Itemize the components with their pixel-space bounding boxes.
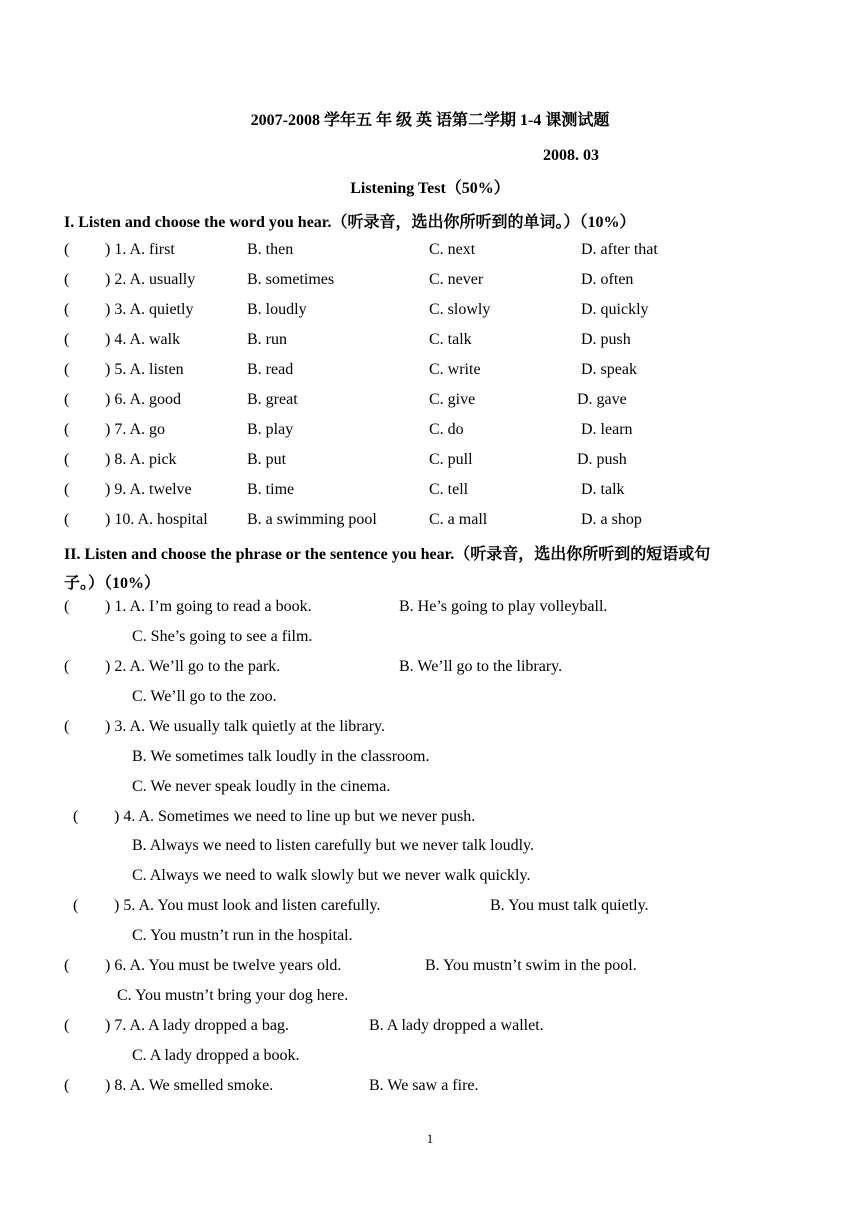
option-c: C. You mustn’t bring your dog here. [117, 987, 349, 1004]
page-number: 1 [426, 1131, 434, 1146]
option-b: B. put [247, 451, 287, 468]
option-a: ) 1. A. first [105, 241, 175, 258]
option-c: C. next [429, 241, 476, 258]
option-d: D. after that [581, 241, 658, 258]
document-date: 2008. 03 [543, 147, 599, 164]
option-a: ) 3. A. We usually talk quietly at the library. [105, 718, 385, 735]
section2-heading-line1: II. Listen and choose the phrase or the sentence you hear.（听录音，选出你所听到的短语或句 [64, 546, 711, 563]
option-a: ) 7. A. go [105, 421, 165, 438]
option-b: B. then [247, 241, 294, 258]
option-b: B. We’ll go to the library. [399, 658, 563, 675]
option-d: D. a shop [581, 511, 642, 528]
option-d: D. learn [581, 421, 633, 438]
answer-paren: ( [64, 301, 70, 318]
answer-paren: ( [64, 361, 70, 378]
option-d: D. push [577, 451, 627, 468]
option-a: ) 6. A. You must be twelve years old. [105, 957, 342, 974]
option-a: ) 5. A. You must look and listen carefully. [114, 897, 381, 914]
option-b: B. time [247, 481, 295, 498]
option-b: B. loudly [247, 301, 307, 318]
answer-paren: ( [64, 1077, 70, 1094]
answer-paren: ( [64, 391, 70, 408]
option-a: ) 2. A. usually [105, 271, 196, 288]
option-c: C. Always we need to walk slowly but we never walk quickly. [132, 867, 531, 884]
option-c: C. talk [429, 331, 472, 348]
option-a: ) 5. A. listen [105, 361, 184, 378]
option-c: C. She’s going to see a film. [132, 628, 313, 645]
answer-paren: ( [64, 331, 70, 348]
option-c: C. pull [429, 451, 473, 468]
option-d: D. quickly [581, 301, 649, 318]
option-b: B. play [247, 421, 294, 438]
answer-paren: ( [64, 511, 70, 528]
section1-heading: I. Listen and choose the word you hear.（听录音，选出你所听到的单词。）（10%） [64, 214, 636, 231]
option-b: B. We sometimes talk loudly in the classroom. [132, 748, 430, 765]
option-d: D. speak [581, 361, 637, 378]
option-b: B. A lady dropped a wallet. [369, 1017, 544, 1034]
option-a: ) 6. A. good [105, 391, 181, 408]
answer-paren: ( [64, 271, 70, 288]
document-title: 2007-2008 学年五 年 级 英 语第二学期 1-4 课测试题 [250, 112, 610, 129]
option-b: B. a swimming pool [247, 511, 377, 528]
answer-paren: ( [64, 241, 70, 258]
answer-paren: ( [64, 598, 70, 615]
option-a: ) 4. A. Sometimes we need to line up but we never push. [114, 808, 476, 825]
section2-heading-line2: 子。）（10%） [64, 575, 161, 592]
answer-paren: ( [64, 718, 70, 735]
option-b: B. We saw a fire. [369, 1077, 479, 1094]
answer-paren: ( [64, 421, 70, 438]
option-a: ) 2. A. We’ll go to the park. [105, 658, 281, 675]
option-a: ) 4. A. walk [105, 331, 181, 348]
option-c: C. never [429, 271, 484, 288]
option-a: ) 10. A. hospital [105, 511, 208, 528]
answer-paren: ( [64, 1017, 70, 1034]
option-c: C. give [429, 391, 476, 408]
option-d: D. often [581, 271, 634, 288]
answer-paren: ( [73, 897, 79, 914]
option-b: B. great [247, 391, 298, 408]
option-b: B. read [247, 361, 294, 378]
option-b: B. You mustn’t swim in the pool. [425, 957, 637, 974]
listening-test-title: Listening Test（50%） [350, 180, 510, 197]
option-b: B. Always we need to listen carefully but we never talk loudly. [132, 837, 534, 854]
option-c: C. write [429, 361, 481, 378]
option-a: ) 1. A. I’m going to read a book. [105, 598, 312, 615]
option-c: C. tell [429, 481, 469, 498]
option-c: C. a mall [429, 511, 488, 528]
option-c: C. We’ll go to the zoo. [132, 688, 277, 705]
option-c: C. We never speak loudly in the cinema. [132, 778, 391, 795]
answer-paren: ( [64, 451, 70, 468]
option-b: B. He’s going to play volleyball. [399, 598, 608, 615]
option-a: ) 8. A. pick [105, 451, 177, 468]
option-b: B. You must talk quietly. [490, 897, 649, 914]
option-a: ) 3. A. quietly [105, 301, 194, 318]
option-c: C. slowly [429, 301, 491, 318]
answer-paren: ( [64, 658, 70, 675]
option-c: C. A lady dropped a book. [132, 1047, 300, 1064]
answer-paren: ( [73, 808, 79, 825]
option-d: D. push [581, 331, 631, 348]
option-c: C. do [429, 421, 464, 438]
option-a: ) 9. A. twelve [105, 481, 192, 498]
option-b: B. sometimes [247, 271, 335, 288]
option-a: ) 8. A. We smelled smoke. [105, 1077, 274, 1094]
option-c: C. You mustn’t run in the hospital. [132, 927, 353, 944]
answer-paren: ( [64, 957, 70, 974]
option-d: D. talk [581, 481, 625, 498]
option-a: ) 7. A. A lady dropped a bag. [105, 1017, 289, 1034]
option-d: D. gave [577, 391, 627, 408]
option-b: B. run [247, 331, 287, 348]
answer-paren: ( [64, 481, 70, 498]
